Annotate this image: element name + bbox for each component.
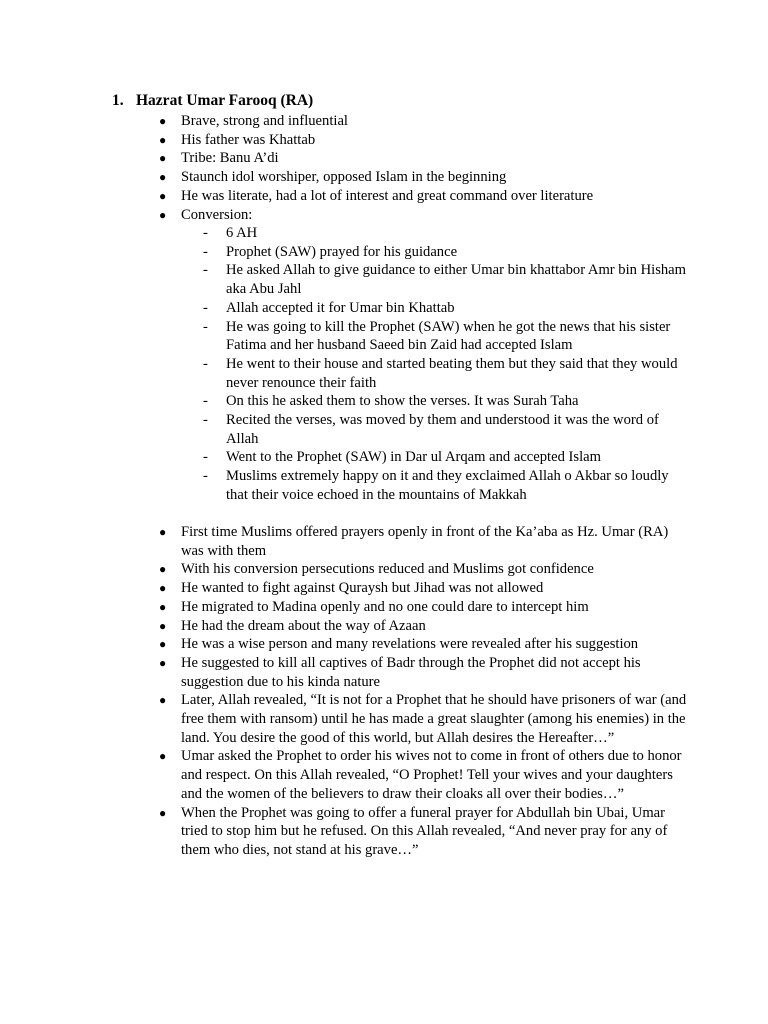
- bullet-item-text: With his conversion persecutions reduced and Muslims got confidence: [181, 561, 594, 578]
- bullet-item-text: He wanted to fight against Quraysh but Jihad was not allowed: [181, 580, 544, 597]
- dash-marker: -: [203, 318, 208, 335]
- bullet-marker: ●: [159, 114, 167, 128]
- bullet-item-text: He migrated to Madina openly and no one could dare to intercept him: [181, 598, 589, 615]
- bullet-item-text: He was literate, had a lot of interest and great command over literature: [181, 187, 594, 204]
- bullet-marker: ●: [159, 599, 167, 614]
- dash-marker: -: [203, 355, 208, 372]
- dash-item: [203, 318, 693, 355]
- bullet-item-text: He suggested to kill all captives of Badr through the Prophet did not accept his suggestion due to his kinda nature: [181, 654, 641, 690]
- dash-item: [203, 448, 693, 467]
- conversion-sub-list: [203, 224, 693, 505]
- later-bullet-list: [159, 523, 689, 860]
- dash-item-text: Muslims extremely happy on it and they exclaimed Allah o Akbar so loudly that their voice echoed in the mountains of Makkah: [226, 468, 669, 503]
- bullet-item: [159, 187, 689, 206]
- bullet-item: [159, 598, 689, 617]
- bullet-item: [159, 168, 689, 187]
- bullet-marker: ●: [159, 637, 167, 652]
- bullet-item-text: Tribe: Banu A’di: [181, 150, 279, 167]
- bullet-item-text: Brave, strong and influential: [181, 113, 348, 129]
- dash-item: [203, 243, 693, 262]
- bullet-item-text: Conversion:: [181, 206, 253, 223]
- bullet-item-text: When the Prophet was going to offer a funeral prayer for Abdullah bin Ubai, Umar tried to stop him but he refused. On this Allah revealed, “And never pray for any of them who dies, not stand at his grave…”: [181, 804, 668, 858]
- dash-item-text: On this he asked them to show the verses. It was Surah Taha: [226, 393, 579, 410]
- dash-marker: -: [203, 262, 208, 279]
- heading-title: Hazrat Umar Farooq (RA): [136, 92, 314, 109]
- bullet-item-text: He was a wise person and many revelations were revealed after his suggestion: [181, 636, 639, 653]
- bullet-item: [159, 149, 689, 168]
- bullet-item-text: Later, Allah revealed, “It is not for a Prophet that he should have prisoners of war (and free them with ransom) until he has made a great slaughter (among his enemies) in the land. You desire the good of this world, but Allah desires the Hereafter…”: [181, 692, 687, 746]
- bullet-item: [159, 523, 689, 560]
- bullet-marker: ●: [159, 207, 167, 222]
- bullet-marker: ●: [159, 749, 167, 764]
- bullet-marker: ●: [159, 581, 167, 596]
- bullet-marker: ●: [159, 562, 167, 577]
- bullet-item: [159, 804, 689, 860]
- bullet-marker: ●: [159, 805, 167, 820]
- bullet-marker: ●: [159, 693, 167, 708]
- dash-item-text: He asked Allah to give guidance to either Umar bin khattabor Amr bin Hisham aka Abu Jahl: [226, 262, 686, 298]
- dash-marker: -: [203, 468, 208, 485]
- dash-marker: -: [203, 243, 208, 260]
- bullet-item: [159, 654, 689, 691]
- dash-item: [203, 411, 693, 448]
- dash-marker: -: [203, 393, 208, 410]
- bullet-item: [159, 112, 689, 131]
- heading-number: 1.: [112, 92, 124, 109]
- dash-item-text: He went to their house and started beating them but they said that they would never renounce their faith: [226, 355, 678, 391]
- bullet-marker: ●: [159, 132, 167, 147]
- bullet-item-text: His father was Khattab: [181, 131, 316, 148]
- bullet-marker: ●: [159, 525, 167, 539]
- bullet-item: [159, 635, 689, 654]
- bullet-item: [159, 131, 689, 150]
- bullet-marker: ●: [159, 170, 167, 185]
- bullet-item: [159, 579, 689, 598]
- bullet-item-text: Umar asked the Prophet to order his wives not to come in front of others due to honor and respect. On this Allah revealed, “O Prophet! Tell your wives and your daughters and the women of the believers to draw their cloaks all over their bodies…”: [181, 748, 682, 802]
- dash-item: [203, 224, 693, 243]
- dash-item: [203, 299, 693, 318]
- dash-item: [203, 261, 693, 298]
- dash-item-text: 6 AH: [226, 225, 258, 241]
- bullet-item-text: First time Muslims offered prayers openly in front of the Ka’aba as Hz. Umar (RA) was with them: [181, 524, 669, 559]
- dash-item-text: Recited the verses, was moved by them and understood it was the word of Allah: [226, 412, 659, 447]
- bullet-marker: ●: [159, 188, 167, 203]
- bullet-item: [159, 747, 689, 803]
- dash-item-text: Prophet (SAW) prayed for his guidance: [226, 243, 458, 260]
- bullet-marker: ●: [159, 655, 167, 670]
- bullet-item: [159, 560, 689, 579]
- dash-item: [203, 355, 693, 392]
- dash-item-text: Went to the Prophet (SAW) in Dar ul Arqam and accepted Islam: [226, 449, 601, 466]
- bullet-item-text: He had the dream about the way of Azaan: [181, 617, 426, 634]
- bullet-item: [159, 206, 689, 225]
- dash-item: [203, 392, 693, 411]
- dash-item-text: He was going to kill the Prophet (SAW) when he got the news that his sister Fatima and her husband Saeed bin Zaid had accepted Islam: [226, 318, 671, 354]
- dash-marker: -: [203, 299, 208, 316]
- dash-marker: -: [203, 412, 208, 429]
- bullet-item: [159, 691, 689, 747]
- bullet-marker: ●: [159, 151, 167, 166]
- section-heading: [112, 91, 313, 111]
- bullet-item: [159, 617, 689, 636]
- dash-item: [203, 467, 693, 504]
- bullet-item-text: Staunch idol worshiper, opposed Islam in the beginning: [181, 169, 507, 186]
- dash-item-text: Allah accepted it for Umar bin Khattab: [226, 299, 455, 316]
- dash-marker: -: [203, 449, 208, 466]
- dash-marker: -: [203, 225, 208, 241]
- bullet-marker: ●: [159, 618, 167, 633]
- top-bullet-list: [159, 112, 689, 224]
